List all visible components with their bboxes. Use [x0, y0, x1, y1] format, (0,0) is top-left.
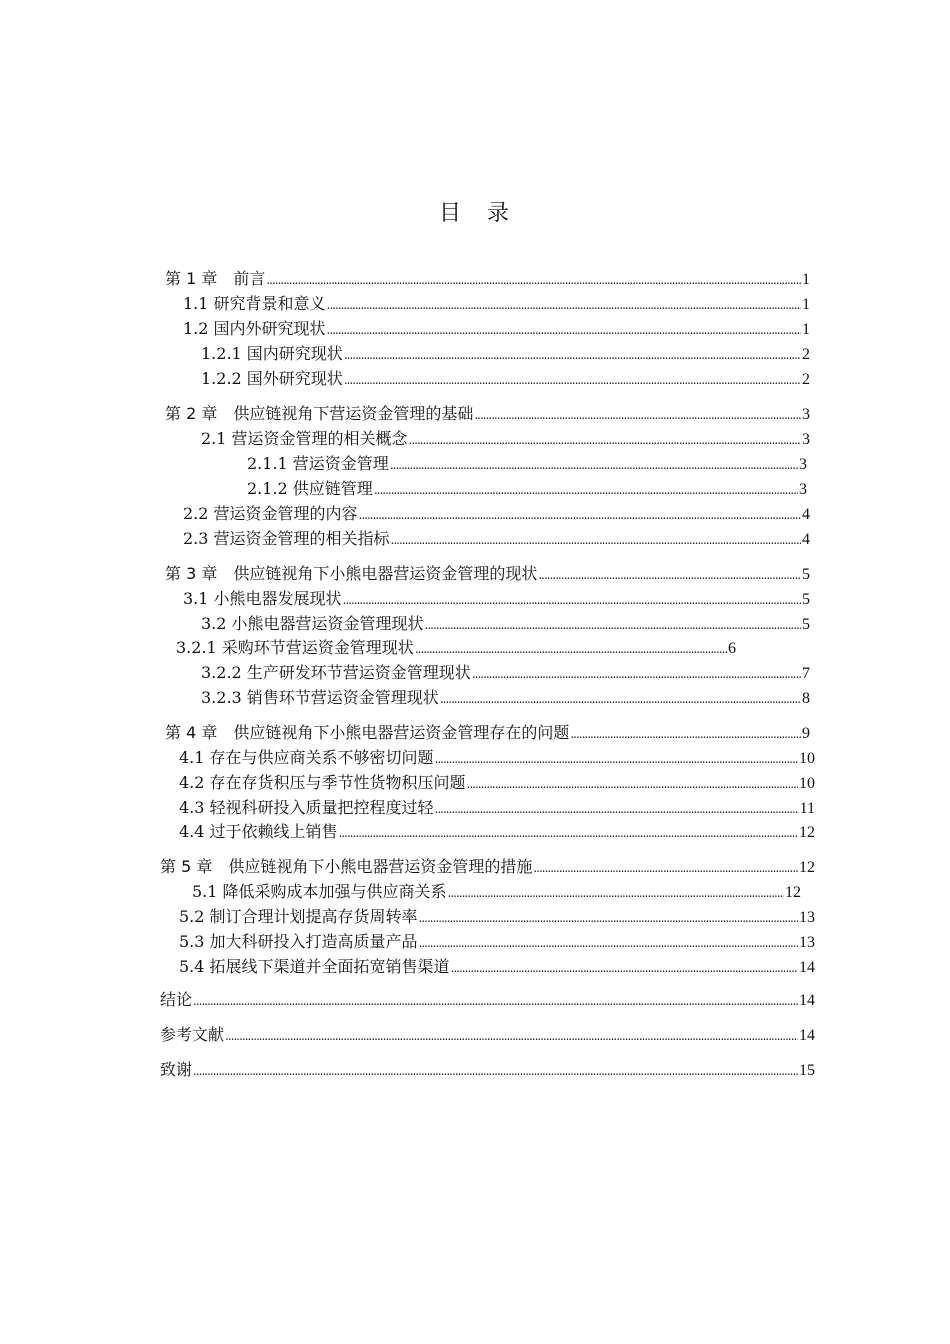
toc-entry-label: 2.1.2 供应链管理 [247, 479, 373, 498]
dot-leader [390, 453, 798, 476]
toc-entry[interactable] [179, 746, 815, 770]
toc-title: 目 录 [438, 201, 511, 226]
toc-entry-page: 3 [802, 431, 810, 448]
toc-entry-page: 2 [802, 371, 810, 388]
dot-leader [440, 687, 801, 710]
toc-entry-label: 3.2.3 销售环节营运资金管理现状 [201, 688, 439, 707]
toc-entry-page: 6 [728, 640, 736, 657]
dot-leader [409, 428, 801, 451]
dot-leader [474, 403, 801, 426]
dot-leader [391, 528, 801, 551]
dot-leader [419, 931, 798, 954]
toc-entry-label: 5.4 拓展线下渠道并全面拓宽销售渠道 [179, 957, 450, 976]
toc-entry-page: 9 [802, 725, 810, 742]
dot-leader [193, 1059, 798, 1082]
dot-leader [359, 503, 801, 526]
toc-entry[interactable] [183, 317, 810, 341]
dot-leader [344, 368, 801, 391]
toc-entry[interactable] [165, 402, 810, 426]
toc-entry-label: 第 2 章 供应链视角下营运资金管理的基础 [165, 404, 474, 423]
dot-leader [374, 478, 798, 501]
toc-entry-page: 10 [799, 775, 815, 792]
toc-entry-label: 3.2 小熊电器营运资金管理现状 [201, 614, 424, 633]
toc-entry-label: 参考文献 [160, 1025, 225, 1044]
toc-entry[interactable] [160, 1058, 815, 1082]
toc-entry[interactable] [183, 527, 810, 551]
dot-leader [533, 856, 798, 879]
toc-entry[interactable] [183, 587, 810, 611]
dot-leader [448, 881, 784, 904]
dot-leader [327, 293, 801, 316]
toc-entry-page: 14 [799, 992, 815, 1009]
toc-entry[interactable] [247, 452, 807, 476]
toc-entry-label: 4.4 过于依赖线上销售 [179, 822, 338, 841]
toc-entry[interactable] [192, 880, 801, 904]
toc-entry-label: 2.3 营运资金管理的相关指标 [183, 529, 390, 548]
dot-leader [419, 906, 798, 929]
toc-entry-page: 10 [799, 750, 815, 767]
toc-entry-label: 3.2.1 采购环节营运资金管理现状 [176, 638, 414, 657]
toc-entry[interactable] [179, 820, 815, 844]
toc-entry-page: 12 [785, 884, 801, 901]
toc-entry[interactable] [179, 905, 815, 929]
toc-entry[interactable] [165, 721, 810, 745]
toc-entry-page: 4 [802, 531, 810, 548]
toc-entry[interactable] [179, 930, 815, 954]
toc-entry-page: 3 [802, 406, 810, 423]
toc-entry-label: 1.1 研究背景和意义 [183, 294, 326, 313]
toc-entry-page: 5 [802, 566, 810, 583]
toc-entry-page: 2 [802, 346, 810, 363]
toc-entry[interactable] [165, 562, 810, 586]
toc-entry-page: 5 [802, 591, 810, 608]
toc-entry-page: 4 [802, 506, 810, 523]
toc-entry-label: 3.2.2 生产研发环节营运资金管理现状 [201, 663, 471, 682]
toc-entry-page: 1 [802, 271, 810, 288]
toc-entry-label: 2.2 营运资金管理的内容 [183, 504, 358, 523]
toc-entry-label: 2.1.1 营运资金管理 [247, 454, 389, 473]
toc-entry-page: 14 [799, 959, 815, 976]
toc-entry[interactable] [201, 612, 810, 636]
toc-entry[interactable] [247, 477, 807, 501]
dot-leader [415, 637, 727, 660]
toc-entry[interactable] [160, 1023, 815, 1047]
toc-entry[interactable] [201, 427, 810, 451]
toc-entry-page: 13 [799, 909, 815, 926]
toc-entry-page: 5 [802, 616, 810, 633]
toc-entry-label: 4.3 轻视科研投入质量把控程度过轻 [179, 798, 434, 817]
toc-entry-label: 结论 [160, 990, 193, 1009]
toc-entry-label: 3.1 小熊电器发展现状 [183, 589, 342, 608]
toc-entry[interactable] [183, 502, 810, 526]
toc-entry-page: 13 [799, 934, 815, 951]
toc-entry-label: 第 1 章 前言 [165, 269, 266, 288]
dot-leader [472, 662, 801, 685]
toc-entry-label: 致谢 [160, 1060, 193, 1079]
dot-leader [435, 797, 799, 820]
toc-entry-label: 5.2 制订合理计划提高存货周转率 [179, 907, 418, 926]
dot-leader [327, 318, 801, 341]
toc-entry-label: 第 4 章 供应链视角下小熊电器营运资金管理存在的问题 [165, 723, 570, 742]
toc-entry-label: 5.3 加大科研投入打造高质量产品 [179, 932, 418, 951]
dot-leader [570, 722, 801, 745]
toc-entry[interactable] [201, 661, 810, 685]
dot-leader [266, 268, 801, 291]
toc-entry-page: 1 [802, 296, 810, 313]
toc-entry-label: 1.2 国内外研究现状 [183, 319, 326, 338]
toc-entry[interactable] [201, 686, 810, 710]
toc-entry-label: 5.1 降低采购成本加强与供应商关系 [192, 882, 447, 901]
toc-entry[interactable] [160, 988, 815, 1012]
toc-entry-label: 第 3 章 供应链视角下小熊电器营运资金管理的现状 [165, 564, 538, 583]
toc-entry-page: 11 [799, 800, 815, 817]
dot-leader [344, 343, 801, 366]
dot-leader [435, 747, 798, 770]
toc-entry-label: 4.2 存在存货积压与季节性货物积压问题 [179, 773, 466, 792]
toc-entry-label: 4.1 存在与供应商关系不够密切问题 [179, 748, 434, 767]
toc-entry-page: 7 [802, 665, 810, 682]
dot-leader [343, 588, 801, 611]
dot-leader [193, 989, 798, 1012]
toc-entry[interactable] [160, 855, 815, 879]
toc-entry-label: 1.2.1 国内研究现状 [201, 344, 343, 363]
dot-leader [467, 772, 798, 795]
toc-entry[interactable] [183, 292, 810, 316]
toc-entry-page: 12 [799, 859, 815, 876]
toc-entry-page: 14 [799, 1027, 815, 1044]
toc-entry[interactable] [201, 342, 810, 366]
toc-entry[interactable] [179, 796, 815, 820]
toc-entry-label: 1.2.2 国外研究现状 [201, 369, 343, 388]
toc-entry-page: 12 [799, 824, 815, 841]
toc-entry-label: 2.1 营运资金管理的相关概念 [201, 429, 408, 448]
toc-entry-page: 15 [799, 1062, 815, 1079]
toc-entry[interactable] [179, 955, 815, 979]
dot-leader [225, 1024, 798, 1047]
toc-entry[interactable] [179, 771, 815, 795]
toc-entry-page: 3 [799, 456, 807, 473]
toc-entry[interactable] [165, 267, 810, 291]
dot-leader [451, 956, 798, 979]
toc-entry[interactable] [201, 367, 810, 391]
toc-entry-page: 3 [799, 481, 807, 498]
dot-leader [538, 563, 801, 586]
toc-entry-label: 第 5 章 供应链视角下小熊电器营运资金管理的措施 [160, 857, 533, 876]
toc-entry-page: 8 [802, 690, 810, 707]
dot-leader [339, 821, 798, 844]
toc-entry[interactable] [176, 636, 736, 660]
toc-entry-page: 1 [802, 321, 810, 338]
dot-leader [425, 613, 801, 636]
